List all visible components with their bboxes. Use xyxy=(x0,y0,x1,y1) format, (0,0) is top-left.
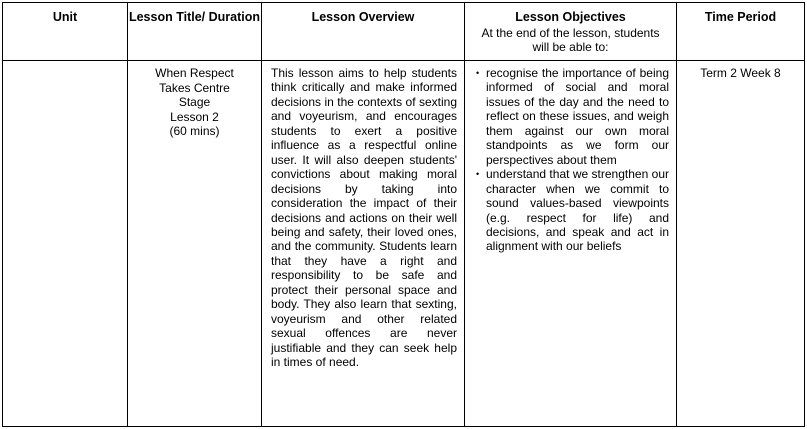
bullet-icon: • xyxy=(476,169,480,180)
header-unit xyxy=(3,3,128,61)
header-objectives-subtitle-2: will be able to: xyxy=(532,40,609,54)
header-unit-label: Unit xyxy=(52,10,78,24)
table-header-row xyxy=(3,3,805,61)
lesson-duration: (60 mins) xyxy=(169,124,220,138)
objective-text: understand that we strengthen our character when we commit to sound values-based viewpoints (e.g. respect for life) and decisions, and speak and act in alignment with our beliefs xyxy=(486,167,669,254)
header-time-period-label: Time Period xyxy=(704,10,777,24)
objectives-cell xyxy=(465,61,677,427)
title-duration-cell xyxy=(128,61,262,427)
header-objectives-subtitle-1: At the end of the lesson, students xyxy=(481,26,660,40)
header-time-period xyxy=(677,3,805,61)
title-line: Takes Centre xyxy=(159,80,230,95)
objective-text: recognise the importance of being informed of social and moral issues of the day and the need to reflect on these issues, and weigh them against our own moral standpoints as we form our perspectives about them xyxy=(486,66,669,167)
title-line: Stage xyxy=(178,95,211,109)
header-overview xyxy=(262,3,465,61)
list-item xyxy=(476,167,669,254)
lesson-plan-table xyxy=(2,2,805,427)
table-row xyxy=(3,61,805,427)
header-objectives-label: Lesson Objectives xyxy=(515,10,626,24)
time-period-value: Term 2 Week 8 xyxy=(700,66,781,80)
header-objectives xyxy=(465,3,677,61)
title-line: When Respect xyxy=(155,66,234,80)
unit-cell xyxy=(3,61,128,427)
overview-text: This lesson aims to help students think critically and make informed decisions in the contexts of sexting and voyeurism, and encourages students to exert a positive influence as a respectful online user. It will also deepen students' convictions about making moral decisions by taking into consideration the impact of their decisions and actions on their well being and safety, their loved ones, and the community. Students learn that they have a right and responsibility to be safe and protect their personal space and body. They also learn that sexting, voyeurism and other related sexual offences are never justifiable and they can seek help in times of need. xyxy=(271,66,457,370)
bullet-icon: • xyxy=(476,68,480,78)
header-title-duration-label: Lesson Title/ Duration xyxy=(128,10,261,24)
time-period-cell xyxy=(677,61,805,427)
lesson-number: Lesson 2 xyxy=(170,109,219,124)
header-title-duration xyxy=(128,3,262,61)
objectives-list xyxy=(476,66,669,254)
header-overview-label: Lesson Overview xyxy=(311,10,415,24)
overview-cell xyxy=(262,61,465,427)
list-item xyxy=(476,66,669,167)
